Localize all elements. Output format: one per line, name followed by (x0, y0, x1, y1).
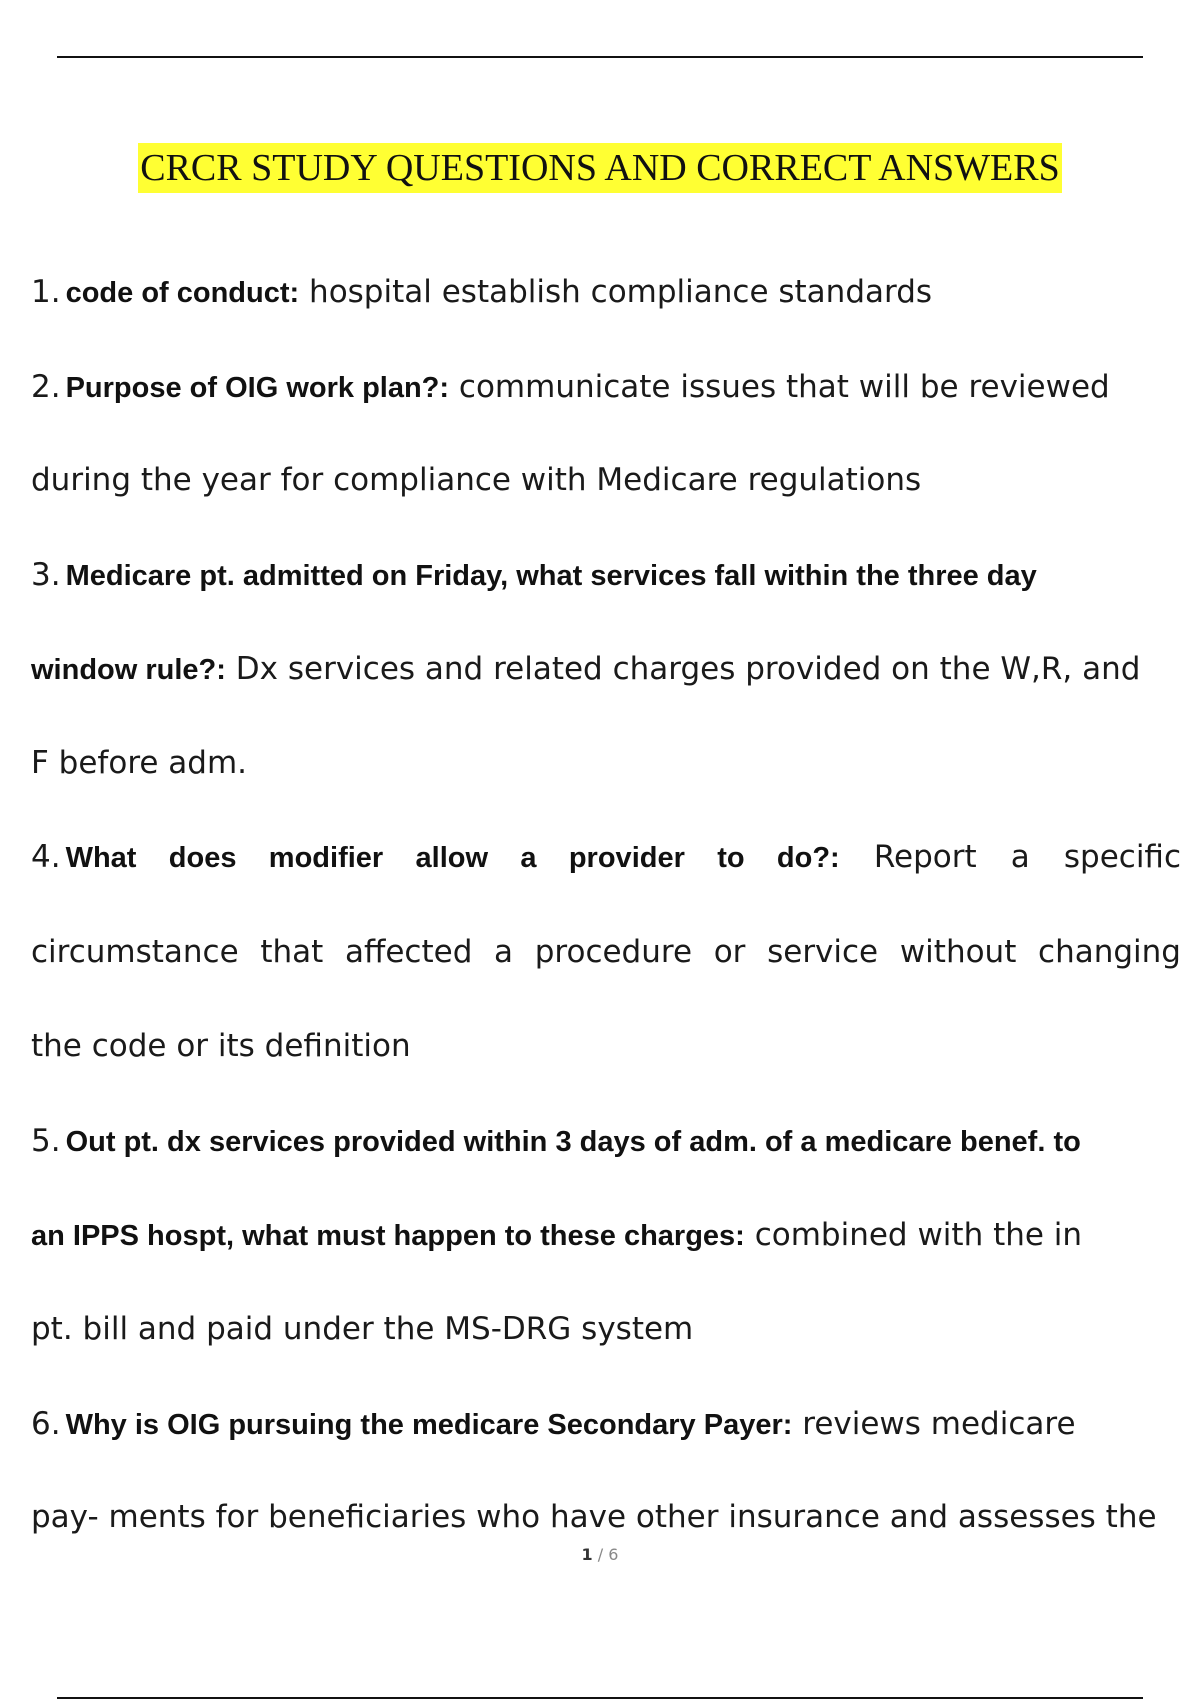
item-number: 4. (31, 839, 61, 875)
question-text: window rule?: (31, 654, 226, 686)
item-number: 1. (31, 274, 61, 310)
question-text: an IPPS hospt, what must happen to these charges: (31, 1220, 745, 1252)
list-item (31, 272, 932, 312)
question-text: Medicare pt. admitted on Friday, what services fall within the three day (65, 560, 1037, 592)
list-item (31, 367, 1110, 407)
page-indicator (0, 1545, 1200, 1564)
page-current: 1 (581, 1545, 593, 1564)
question-continuation (31, 1215, 1082, 1255)
question-text: code of conduct: (65, 277, 300, 309)
question-text: Out pt. dx services provided within 3 days of adm. of a medicare benef. to (65, 1126, 1081, 1158)
answer-text: reviews medicare (792, 1406, 1076, 1442)
answer-continuation: circumstance that affected a procedure or service without changing (31, 934, 1181, 970)
list-item (31, 837, 1181, 877)
answer-text: combined with the in (744, 1217, 1083, 1253)
answer-text: hospital establish compliance standards (299, 274, 933, 310)
question-text: What does modifier allow a provider to do?: (65, 842, 840, 874)
answer-text: communicate issues that will be reviewed (449, 369, 1110, 405)
answer-text: Report a specific (839, 839, 1181, 875)
item-number: 2. (31, 369, 61, 405)
question-continuation (31, 649, 1140, 689)
answer-continuation: the code or its definition (31, 1028, 411, 1064)
answer-continuation: pay- ments for beneficiaries who have other insurance and assesses the (31, 1499, 1157, 1535)
list-item (31, 555, 1037, 595)
page-total: 6 (608, 1545, 619, 1564)
bottom-rule (57, 1697, 1143, 1699)
item-number: 6. (31, 1406, 61, 1442)
item-number: 5. (31, 1123, 61, 1159)
answer-continuation: pt. bill and paid under the MS-DRG system (31, 1311, 694, 1347)
list-item (31, 1121, 1081, 1161)
item-number: 3. (31, 557, 61, 593)
page-separator: / (592, 1545, 609, 1564)
question-text: Why is OIG pursuing the medicare Secondary Payer: (65, 1409, 793, 1441)
answer-text: Dx services and related charges provided on the W,R, and (225, 651, 1141, 687)
answer-continuation: during the year for compliance with Medicare regulations (31, 462, 922, 498)
question-text: Purpose of OIG work plan?: (65, 372, 450, 404)
answer-continuation: F before adm. (31, 745, 248, 781)
list-item (31, 1404, 1076, 1444)
document-title: CRCR STUDY QUESTIONS AND CORRECT ANSWERS (138, 143, 1062, 193)
